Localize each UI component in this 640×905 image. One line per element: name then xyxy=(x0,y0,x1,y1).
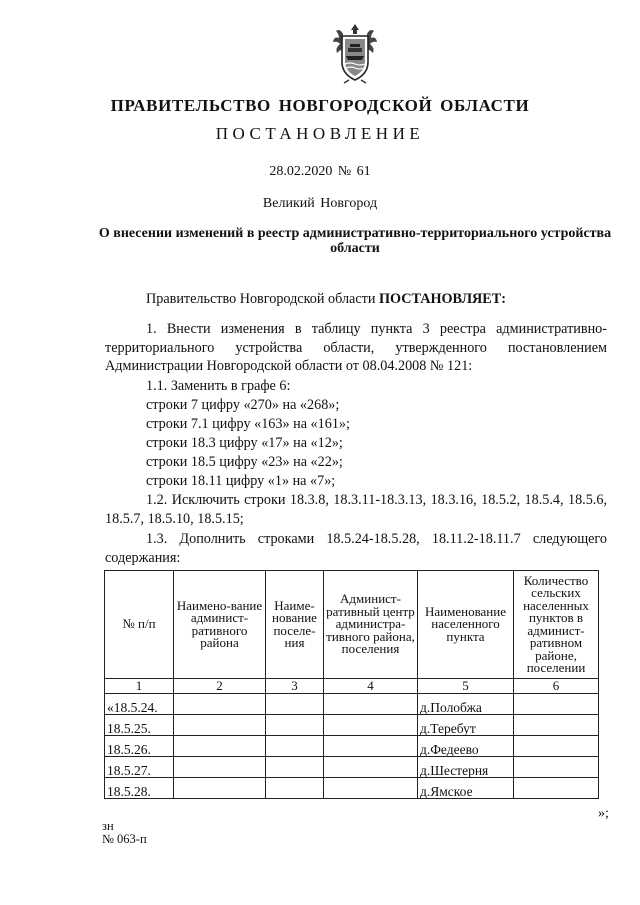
replacement-item: строки 7 цифру «270» на «268»; xyxy=(146,397,340,413)
center-cell xyxy=(324,757,418,778)
preamble-keyword: ПОСТАНОВЛЯЕТ: xyxy=(378,291,506,307)
column-number: 5 xyxy=(418,679,514,694)
closing-quote: »; xyxy=(598,806,609,821)
center-cell xyxy=(324,778,418,799)
column-header: Админист-ративный центр администра-тивного района, поселения xyxy=(324,571,418,679)
table-row xyxy=(105,757,599,778)
row-number: «18.5.24. xyxy=(105,694,174,715)
document-code: № 063-п xyxy=(102,832,147,846)
count-cell xyxy=(514,778,599,799)
settlement-cell xyxy=(266,715,324,736)
column-header: Наимено-вание админист-ративного района xyxy=(174,571,266,679)
column-number: 6 xyxy=(514,679,599,694)
paragraph-1-1: 1.1. Заменить в графе 6: xyxy=(146,378,291,394)
paragraph-1-2: 1.2. Исключить строки 18.3.8, 18.3.11-18.3.13, 18.3.16, 18.5.2, 18.5.4, 18.5.6, 18.5.7, 18.5.10, 18.5.15; xyxy=(105,492,607,527)
district-cell xyxy=(174,715,266,736)
organization-title: ПРАВИТЕЛЬСТВО НОВГОРОДСКОЙ ОБЛАСТИ xyxy=(110,96,530,115)
row-number: 18.5.25. xyxy=(105,715,174,736)
row-number: 18.5.27. xyxy=(105,757,174,778)
paragraph-1: 1. Внести изменения в таблицу пункта 3 реестра административно-территориального устройства области, утвержденного постановлением Администрации Новгородской области от 08.04.2008 № 121: xyxy=(105,321,607,374)
locality-name: д.Шестерня xyxy=(418,757,514,778)
settlement-cell xyxy=(266,694,324,715)
settlement-cell xyxy=(266,736,324,757)
replacement-item: строки 18.3 цифру «17» на «12»; xyxy=(146,435,343,451)
locality-name: д.Ямское xyxy=(418,778,514,799)
count-cell xyxy=(514,736,599,757)
center-cell xyxy=(324,694,418,715)
locality-name: д.Полобжа xyxy=(418,694,514,715)
center-cell xyxy=(324,715,418,736)
settlement-cell xyxy=(266,757,324,778)
column-number-row xyxy=(105,679,599,694)
locality-name: д.Федеево xyxy=(418,736,514,757)
count-cell xyxy=(514,757,599,778)
center-cell xyxy=(324,736,418,757)
paragraph-1-3: 1.3. Дополнить строками 18.5.24-18.5.28, 18.11.2-18.11.7 следующего содержания: xyxy=(105,531,607,566)
settlement-cell xyxy=(266,778,324,799)
preamble xyxy=(146,290,506,308)
column-header: Количество сельских населенных пунктов в админист-ративном районе, поселении xyxy=(514,571,599,679)
district-cell xyxy=(174,778,266,799)
table-row xyxy=(105,778,599,799)
column-header: Наиме-нование поселе-ния xyxy=(266,571,324,679)
registry-table xyxy=(104,570,599,799)
column-number: 4 xyxy=(324,679,418,694)
preamble-text: Правительство Новгородской области xyxy=(146,291,379,307)
row-number: 18.5.28. xyxy=(105,778,174,799)
district-cell xyxy=(174,736,266,757)
district-cell xyxy=(174,757,266,778)
column-number: 3 xyxy=(266,679,324,694)
replacement-item: строки 18.11 цифру «1» на «7»; xyxy=(146,473,336,489)
column-number: 2 xyxy=(174,679,266,694)
table-row xyxy=(105,694,599,715)
table-row xyxy=(105,715,599,736)
replacement-item: строки 7.1 цифру «163» на «161»; xyxy=(146,416,350,432)
table-row xyxy=(105,736,599,757)
date-and-number: 28.02.2020 № 61 xyxy=(269,164,371,179)
column-number: 1 xyxy=(105,679,174,694)
executor-initials: зн xyxy=(102,819,114,833)
table-header-row xyxy=(105,571,599,679)
coat-of-arms-emblem xyxy=(330,22,380,84)
locality-name: д.Теребут xyxy=(418,715,514,736)
document-type: ПОСТАНОВЛЕНИЕ xyxy=(215,124,425,143)
column-header: № п/п xyxy=(105,571,174,679)
column-header: Наименование населенного пункта xyxy=(418,571,514,679)
count-cell xyxy=(514,715,599,736)
city: Великий Новгород xyxy=(262,196,378,211)
document-subject: О внесении изменений в реестр административно-территориального устройства области xyxy=(98,226,612,256)
replacement-item: строки 18.5 цифру «23» на «22»; xyxy=(146,454,343,470)
row-number: 18.5.26. xyxy=(105,736,174,757)
count-cell xyxy=(514,694,599,715)
district-cell xyxy=(174,694,266,715)
